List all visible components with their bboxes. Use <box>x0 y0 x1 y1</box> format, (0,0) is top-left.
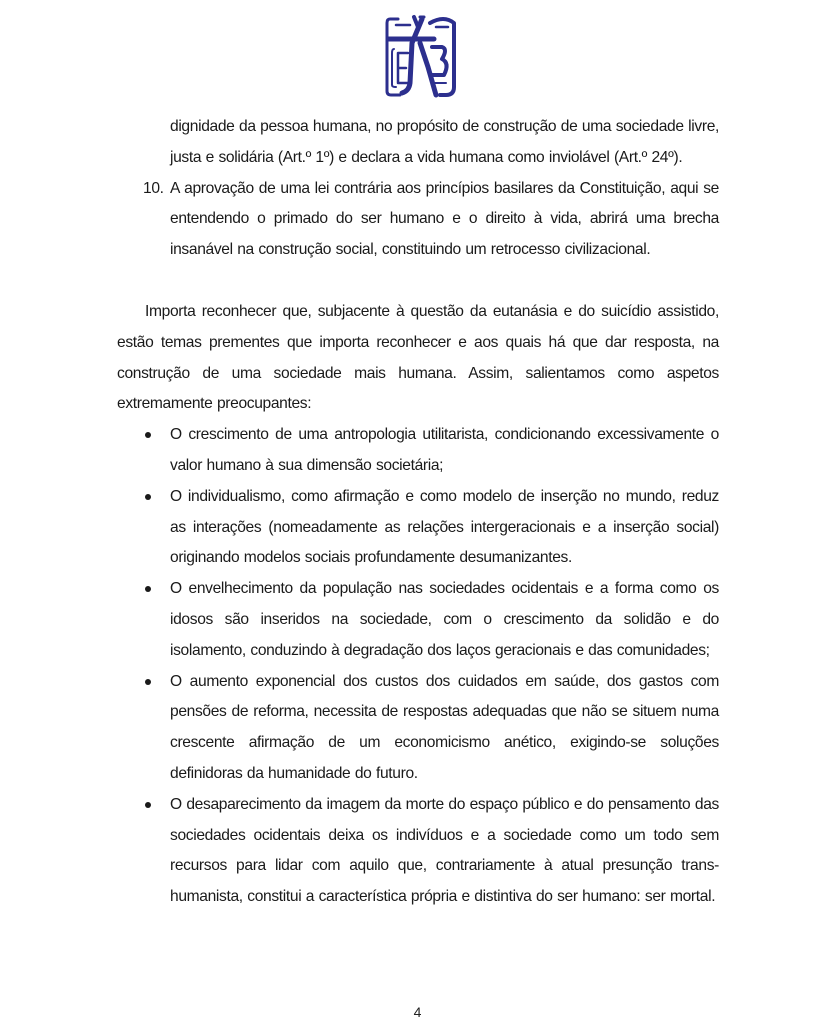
list-item-text: O envelhecimento da população nas sociedades ocidentais e a forma como os idosos são inseridos na sociedade, com o crescimento da solidão e do isolamento, conduzindo à degradação dos laços geracionais e das comunidades; <box>170 580 719 659</box>
list-item <box>117 790 719 913</box>
numbered-item-text: dignidade da pessoa humana, no propósito de construção de uma sociedade livre, justa e solidária (Art.º 1º) e declara a vida humana como inviolável (Art.º 24º). <box>170 118 719 166</box>
bullet-icon <box>145 586 151 592</box>
eb-logo-icon <box>384 13 460 99</box>
page-number: 4 <box>413 1004 422 1020</box>
bullet-icon <box>145 802 151 808</box>
bullet-icon <box>145 432 151 438</box>
numbered-item-continuation <box>117 112 719 174</box>
list-item-text: O aumento exponencial dos custos dos cuidados em saúde, dos gastos com pensões de reforma, necessita de respostas adequadas que não se situem numa crescente afirmação de um economicismo anético, exigindo-se soluções definidoras da humanidade do futuro. <box>170 672 719 782</box>
body-paragraph: Importa reconhecer que, subjacente à questão da eutanásia e do suicídio assistido, estão temas prementes que importa reconhecer e aos quais há que dar resposta, na construção de uma sociedade mais humana. Assim, salientamos como aspetos extremamente preocupantes: <box>117 302 719 413</box>
list-item <box>117 574 719 666</box>
list-item <box>117 482 719 574</box>
numbered-item-text: A aprovação de uma lei contrária aos princípios basilares da Constituição, aqui se entendendo o primado do ser humano e o direito à vida, abrirá uma brecha insanável na construção social, constituindo um retrocesso civilizacional. <box>170 179 719 259</box>
item-number: 10. <box>143 179 164 197</box>
bullet-icon <box>145 679 151 685</box>
document-page <box>117 112 719 913</box>
list-item-text: O desaparecimento da imagem da morte do espaço público e do pensamento das sociedades ocidentais deixa os indivíduos e a sociedade como um todo sem recursos para lidar com aquilo que, contrariamente à atual presunção trans-humanista, constitui a característica própria e distintiva do ser humano: ser mortal. <box>170 795 719 906</box>
list-item-text: O crescimento de uma antropologia utilitarista, condicionando excessivamente o valor humano à sua dimensão societária; <box>170 426 719 474</box>
numbered-item <box>117 174 719 266</box>
list-item-text: O individualismo, como afirmação e como modelo de inserção no mundo, reduz as interações (nomeadamente as relações intergeracionais e a inserção social) originando modelos sociais profundamente desumanizantes. <box>170 487 719 567</box>
bullet-list <box>117 420 719 913</box>
bullet-icon <box>145 494 151 500</box>
list-item <box>117 420 719 482</box>
list-item <box>117 667 719 790</box>
